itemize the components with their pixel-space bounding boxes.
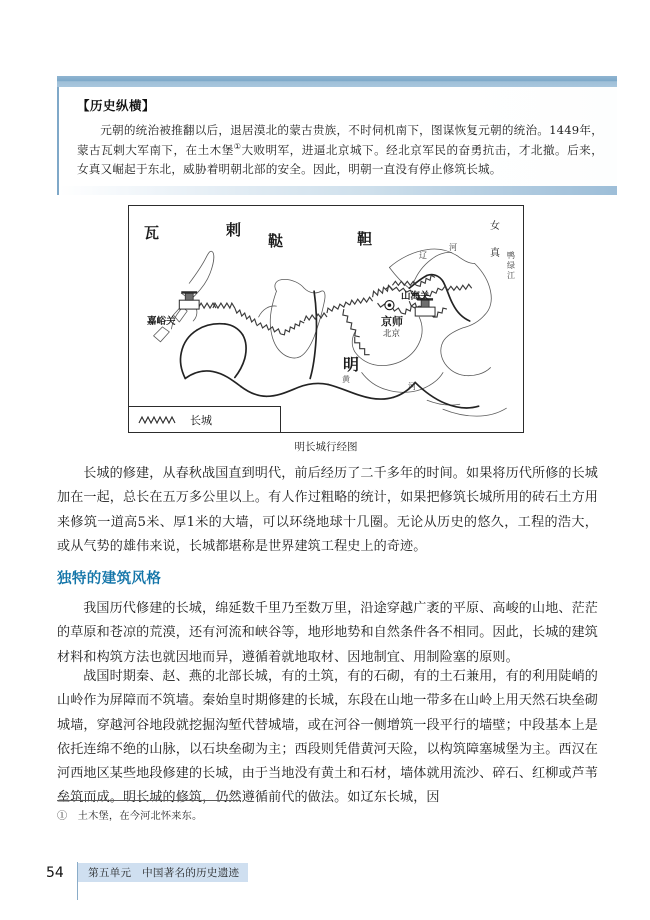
map-figure <box>128 205 524 454</box>
map-label-capital-sub: 北京 <box>383 329 401 339</box>
footer-unit-title: 第五单元 中国著名的历史遗迹 <box>78 863 248 882</box>
map-label-dada-1: 鞑 <box>268 232 284 250</box>
great-wall-map-drawing <box>129 206 523 432</box>
paragraph-historical-construction-methods: 战国时期秦、赵、燕的北部长城，有的土筑，有的石砌，有的土石兼用，有的利用陡峭的山岭作为屏障而不筑墙。秦始皇时期修建的长城，东段在山地一带多在山岭上用天然石块垒砌城墙，穿越河谷地段就挖掘沟堑代替城墙，或在河谷一侧增筑一段平行的墙壁；中段基本上是依托连绵不绝的山脉，以石块垒砌为主；西段则凭借黄河天险，以构筑障塞城堡为主。西汉在河西地区某些地段修建的长城，由于当地没有黄土和石材，墙体就用流沙、碎石、红柳或芦苇垒筑而成。明长城的修筑，仍然遵循前代的做法。如辽东长城，因 <box>57 669 598 806</box>
history-text-part2: 大败明军，进逼北京城下。经北京军民的奋勇抗击，才北撤。后来，女真又崛起于东北，威胁着明朝北部的安全。因此，明朝一直没有停止修筑长城。 <box>77 142 603 176</box>
history-text-part1: 元朝的统治被推翻以后，退居漠北的蒙古贵族，不时伺机南下，图谋恢复元朝的统治。1449年，蒙古瓦剌大军南下，在土木堡 <box>77 123 603 157</box>
map-label-dada-2: 靼 <box>357 230 373 248</box>
section-heading-architecture-style: 独特的建筑风格 <box>57 571 162 587</box>
footnote-marker: ① <box>233 141 242 151</box>
footnote-separator <box>57 800 241 801</box>
page-footer <box>46 862 248 884</box>
map-label-wala-1: 瓦 <box>144 224 160 242</box>
paragraph-terrain-materials: 我国历代修建的长城，绵延数千里乃至数万里，沿途穿越广袤的平原、高峻的山地、茫茫的草原和苍凉的荒漠，还有河流和峡谷等，地形地势和自然条件各不相同。因此，长城的建筑材料和构筑方法也就因地而异，遵循着就地取材、因地制宜、用制险塞的原则。 <box>57 601 598 665</box>
legend-label: 长城 <box>190 413 212 427</box>
map-label-huanghe-1: 黄 <box>342 375 350 384</box>
map-label-jiayuguan: 嘉峪关 <box>147 316 176 327</box>
map-frame <box>128 205 524 433</box>
map-legend <box>129 406 281 432</box>
box-bottom-bar <box>57 186 617 195</box>
map-label-shanhaiguan: 山海关 <box>401 291 430 302</box>
page-number: 54 <box>46 865 64 881</box>
history-feature-box <box>57 76 617 195</box>
box-body <box>57 87 617 186</box>
great-wall-zigzag-icon <box>138 414 178 426</box>
map-label-huanghe-2: 河 <box>408 382 416 391</box>
paragraph-great-wall-construction: 长城的修建，从春秋战国直到明代，前后经历了二千多年的时间。如果将历代所修的长城加在一起，总长在五万多公里以上。有人作过粗略的统计，如果把修筑长城所用的砖石土方用来修筑一道高5米、厚1米的大墙，可以环绕地球十几圈。无论从历史的悠久，工程的浩大，或从气势的雄伟来说，长城都堪称是世界建筑工程史上的奇迹。 <box>57 466 598 554</box>
map-label-liao-2: 河 <box>449 243 457 252</box>
history-box-title: 【历史纵横】 <box>77 98 156 113</box>
capital-city-symbol <box>385 301 394 310</box>
map-label-capital: 京师 <box>381 315 403 328</box>
map-label-ming: 明 <box>343 355 360 374</box>
figure-caption: 明长城行经图 <box>294 441 358 453</box>
history-box-text <box>77 121 603 180</box>
map-label-yalu-3: 江 <box>507 271 515 280</box>
map-label-yalu-1: 鸭 <box>507 251 515 260</box>
map-label-yalu-2: 绿 <box>507 261 515 270</box>
box-top-bar <box>57 76 617 87</box>
footnote-text: ① 土木堡，在今河北怀来东。 <box>57 811 203 822</box>
map-label-liao-1: 辽 <box>419 251 427 260</box>
map-label-nvzhen-2: 真 <box>490 248 500 259</box>
map-label-nvzhen-1: 女 <box>490 221 500 232</box>
map-label-wala-2: 剌 <box>226 221 242 239</box>
